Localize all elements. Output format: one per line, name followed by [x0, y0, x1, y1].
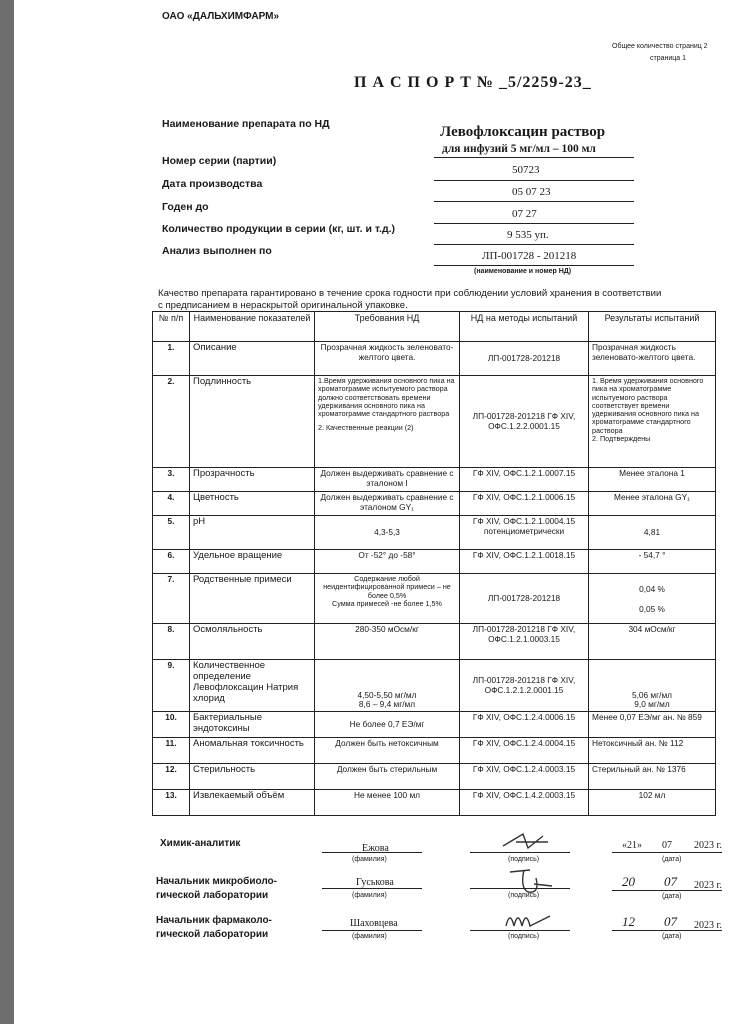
table-row — [153, 764, 716, 790]
signature-mark-1 — [498, 828, 558, 854]
row-n: 10. — [153, 712, 190, 738]
row-name: Цветность — [190, 492, 315, 516]
row-req-2: 2. Качественные реакции (2) — [318, 423, 414, 433]
row-method: ГФ XIV, ОФС.1.2.4.0006.15 — [460, 712, 589, 738]
row-req: Должен быть нетоксичным — [315, 738, 460, 764]
header-n: № п/п — [153, 312, 190, 342]
row-n: 9. — [153, 660, 190, 712]
qty-label: Количество продукции в серии (кг, шт. и т.д.) — [162, 223, 396, 235]
sig-date-month-1: 07 — [662, 840, 672, 851]
page-count: Общее количество страниц 2 — [612, 43, 708, 50]
row-result: 0,04 % — [639, 584, 665, 594]
row-n: 6. — [153, 550, 190, 574]
table-row — [153, 790, 716, 816]
company-name: ОАО «ДАЛЬХИМФАРМ» — [162, 11, 280, 22]
row-n: 3. — [153, 468, 190, 492]
name-value-2: для инфузий 5 мг/мл – 100 мл — [442, 143, 596, 155]
sig-date-month-2: 07 — [664, 874, 677, 889]
qty-value: 9 535 уп. — [507, 229, 549, 241]
row-method: ГФ XIV, ОФС.1.2.4.0003.15 — [460, 764, 589, 790]
row-req: Должен выдерживать сравнение с эталоном GY₁ — [315, 492, 460, 516]
scan-edge — [0, 0, 14, 1024]
row-method: ЛП-001728-201218 — [460, 574, 589, 624]
sig-date-cap-3: (дата) — [662, 933, 682, 940]
table-row — [153, 342, 716, 376]
row-name: Прозрачность — [190, 468, 315, 492]
table-row — [153, 624, 716, 660]
row-name: Извлекаемый объём — [190, 790, 315, 816]
row-method: ГФ XIV, ОФС.1.2.1.0004.15 потенциометрически — [460, 516, 589, 550]
sig-sign-cap-2: (подпись) — [508, 892, 540, 899]
header-result: Результаты испытаний — [589, 312, 716, 342]
sig-date-day-1: «21» — [622, 840, 642, 851]
row-req: 1.Время удерживания основного пика на хроматограмме испытуемого раствора должно соответствовать времени удерживания основного пика на хроматограмме стандартного раствора — [318, 376, 455, 419]
row-req: Должен быть стерильным — [315, 764, 460, 790]
sig-date-cap-1: (дата) — [662, 856, 682, 863]
table-row — [153, 660, 716, 712]
row-name: Количественное определение Левофлоксацин Натрия хлорид — [190, 660, 315, 712]
analysis-value: ЛП-001728 - 201218 — [482, 250, 577, 262]
row-method: ЛП-001728-201218 ГФ XIV, ОФС.1.2.1.2.0001.15 — [460, 660, 589, 712]
row-method: ЛП-001728-201218 ГФ XIV, ОФС.1.2.1.0003.15 — [460, 624, 589, 660]
table-row — [153, 492, 716, 516]
guarantee-line-1: Качество препарата гарантировано в течение срока годности при соблюдении условий хранения в соответствии — [158, 288, 662, 299]
row-name: Бактериальные эндотоксины — [190, 712, 315, 738]
row-req: Прозрачная жидкость зеленовато-желтого цвета. — [315, 342, 460, 376]
row-n: 13. — [153, 790, 190, 816]
row-result: Менее эталона 1 — [589, 468, 716, 492]
row-result: 304 мОсм/кг — [589, 624, 716, 660]
row-name: Стерильность — [190, 764, 315, 790]
table-row — [153, 712, 716, 738]
sig-date-cap-2: (дата) — [662, 893, 682, 900]
sig-date-year-2: 2023 г. — [694, 880, 722, 891]
sig-name-2: Гуськова — [356, 877, 394, 888]
row-req: Не менее 100 мл — [315, 790, 460, 816]
sig-name-cap-3: (фамилия) — [352, 933, 387, 940]
row-name: Родственные примеси — [190, 574, 315, 624]
series-label: Номер серии (партии) — [162, 155, 277, 167]
expiry-value: 07 27 — [512, 208, 537, 220]
sig-date-year-1: 2023 г. — [694, 840, 722, 851]
row-n: 4. — [153, 492, 190, 516]
row-n: 5. — [153, 516, 190, 550]
row-n: 1. — [153, 342, 190, 376]
sig-sign-cap-3: (подпись) — [508, 933, 540, 940]
page-number: страница 1 — [650, 55, 687, 62]
table-row — [153, 738, 716, 764]
expiry-label: Годен до — [162, 201, 209, 213]
row-result: 4,81 — [589, 516, 716, 550]
row-name: Подлинность — [190, 376, 315, 468]
row-req: Не более 0,7 ЕЭ/мг — [315, 712, 460, 738]
table-row — [153, 376, 716, 468]
row-name: Описание — [190, 342, 315, 376]
table-row — [153, 574, 716, 624]
row-name: Удельное вращение — [190, 550, 315, 574]
date-label: Дата производства — [162, 178, 263, 190]
row-name: Осмоляльность — [190, 624, 315, 660]
row-n: 8. — [153, 624, 190, 660]
role-microbiology: Начальник микробиоло-гической лаборатории — [156, 876, 277, 901]
sig-date-year-3: 2023 г. — [694, 920, 722, 931]
table-row — [153, 516, 716, 550]
name-label: Наименование препарата по НД — [162, 118, 330, 130]
row-method: ГФ XIV, ОФС.1.4.2.0003.15 — [460, 790, 589, 816]
row-name: pH — [190, 516, 315, 550]
header-method: НД на методы испытаний — [460, 312, 589, 342]
row-n: 12. — [153, 764, 190, 790]
table-row — [153, 550, 716, 574]
sig-date-day-2: 20 — [622, 874, 635, 889]
row-n: 7. — [153, 574, 190, 624]
sig-name-3: Шаховцева — [350, 918, 398, 929]
analysis-caption: (наименование и номер НД) — [474, 268, 572, 275]
row-req-2: 8,6 – 9,4 мг/мл — [358, 699, 416, 710]
row-result: 1. Время удерживания основного пика на хроматограмме испытуемого раствора соответствует времени удерживания основного пика на хроматограмме стандартного раствора — [592, 376, 704, 435]
row-result: 5,06 мг/мл — [631, 689, 673, 700]
row-req: 4,50-5,50 мг/мл — [357, 689, 417, 700]
row-method: ЛП-001728-201218 — [460, 342, 589, 376]
sig-date-month-3: 07 — [664, 914, 677, 929]
date-value: 05 07 23 — [512, 186, 551, 198]
row-result: Менее эталона GY₁ — [589, 492, 716, 516]
row-req: 4,3-5,3 — [315, 516, 460, 550]
results-table — [152, 311, 716, 816]
analysis-label: Анализ выполнен по — [162, 245, 272, 257]
row-method: ГФ XIV, ОФС.1.2.1.0006.15 — [460, 492, 589, 516]
table-header-row — [153, 312, 716, 342]
role-chemist: Химик-аналитик — [160, 838, 241, 849]
guarantee-line-2: с предписанием в нераскрытой оригинальной упаковке. — [158, 300, 408, 311]
header-name: Наименование показателей — [190, 312, 315, 342]
row-n: 2. — [153, 376, 190, 468]
row-result: Стерильный ан. № 1376 — [589, 764, 716, 790]
header-req: Требования НД — [315, 312, 460, 342]
row-result: Прозрачная жидкость зеленовато-желтого цвета. — [589, 342, 716, 376]
row-method: ГФ XIV, ОФС.1.2.1.0007.15 — [460, 468, 589, 492]
row-req: Должен выдерживать сравнение с эталоном I — [315, 468, 460, 492]
sig-name-cap-2: (фамилия) — [352, 892, 387, 899]
row-method: ЛП-001728-201218 ГФ XIV, ОФС.1.2.2.0001.15 — [460, 376, 589, 468]
row-result: - 54,7 ° — [589, 550, 716, 574]
row-result-2: 0,05 % — [639, 603, 665, 614]
row-name: Аномальная токсичность — [190, 738, 315, 764]
table-row — [153, 468, 716, 492]
sig-name-1: Ежова — [362, 843, 389, 854]
sig-sign-cap-1: (подпись) — [508, 856, 540, 863]
row-method: ГФ XIV, ОФС.1.2.4.0004.15 — [460, 738, 589, 764]
row-req: 280-350 мОсм/кг — [315, 624, 460, 660]
row-req-2: Сумма примесей -не более 1,5% — [332, 598, 442, 608]
sig-name-cap-1: (фамилия) — [352, 856, 387, 863]
sig-date-day-3: 12 — [622, 914, 635, 929]
series-value: 50723 — [512, 164, 540, 176]
role-pharmacology: Начальник фармаколо-гической лаборатории — [156, 915, 272, 940]
row-n: 11. — [153, 738, 190, 764]
name-value: Левофлоксацин раствор — [440, 124, 606, 140]
row-req: От -52° до -58° — [315, 550, 460, 574]
row-method: ГФ XIV, ОФС.1.2.1.0018.15 — [460, 550, 589, 574]
row-result-2: 9,0 мг/мл — [634, 699, 670, 710]
row-result: Нетоксичный ан. № 112 — [589, 738, 716, 764]
row-result: 102 мл — [589, 790, 716, 816]
row-result: Менее 0,07 ЕЭ/мг ан. № 859 — [589, 712, 716, 738]
row-req: Содержание любой неидентифицированной примеси – не более 0,5% — [323, 574, 451, 600]
row-result-2: 2. Подтверждены — [592, 433, 651, 443]
passport-title: П А С П О Р Т № _5/2259-23_ — [354, 74, 592, 91]
